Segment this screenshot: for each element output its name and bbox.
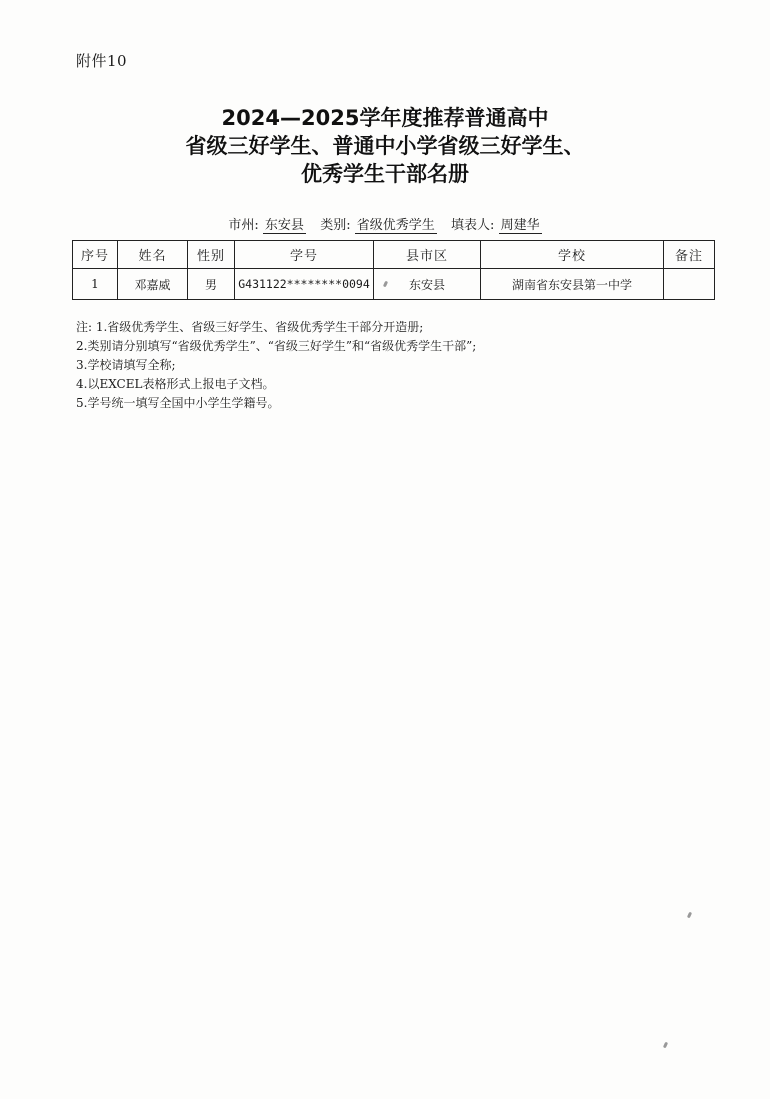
header-seq: 序号 [73, 241, 118, 269]
title-line-3: 优秀学生干部名册 [301, 162, 469, 186]
title-line-2: 省级三好学生、普通中小学省级三好学生、 [185, 134, 585, 158]
title-line-1: 2024—2025学年度推荐普通高中 [221, 106, 549, 130]
city-label: 市州: [228, 218, 259, 233]
roster-table [72, 240, 715, 300]
attachment-label: 附件10 [76, 52, 128, 70]
header-name: 姓名 [118, 241, 188, 269]
category-label: 类别: [320, 218, 351, 233]
table-row [73, 269, 715, 300]
cell-remarks [664, 269, 715, 300]
note-item: 2.类别请分别填写“省级优秀学生”、“省级三好学生”和“省级优秀学生干部”; [76, 339, 477, 353]
header-county: 县市区 [374, 241, 481, 269]
cell-seq: 1 [73, 269, 118, 300]
note-item: 5.学号统一填写全国中小学生学籍号。 [76, 396, 280, 410]
form-meta [0, 214, 770, 233]
header-gender: 性别 [188, 241, 235, 269]
note-item: 4.以EXCEL表格形式上报电子文档。 [76, 377, 275, 391]
scan-speck [663, 1042, 668, 1049]
cell-student-id: G431122********0094 [235, 269, 374, 300]
category-value: 省级优秀学生 [356, 218, 435, 233]
header-remarks: 备注 [664, 241, 715, 269]
notes-section [76, 318, 476, 413]
note-item: 注: 1.省级优秀学生、省级三好学生、省级优秀学生干部分开造册; [76, 320, 424, 334]
cell-county: 东安县 [374, 269, 481, 300]
cell-gender: 男 [188, 269, 235, 300]
header-school: 学校 [481, 241, 664, 269]
table-header-row [73, 241, 715, 269]
city-value: 东安县 [264, 218, 304, 233]
filler-value: 周建华 [500, 218, 540, 233]
scan-speck [687, 912, 692, 919]
note-item: 3.学校请填写全称; [76, 358, 176, 372]
cell-name: 邓嘉威 [118, 269, 188, 300]
filler-label: 填表人: [451, 218, 495, 233]
header-student-id: 学号 [235, 241, 374, 269]
document-title [0, 104, 770, 188]
cell-school: 湖南省东安县第一中学 [481, 269, 664, 300]
